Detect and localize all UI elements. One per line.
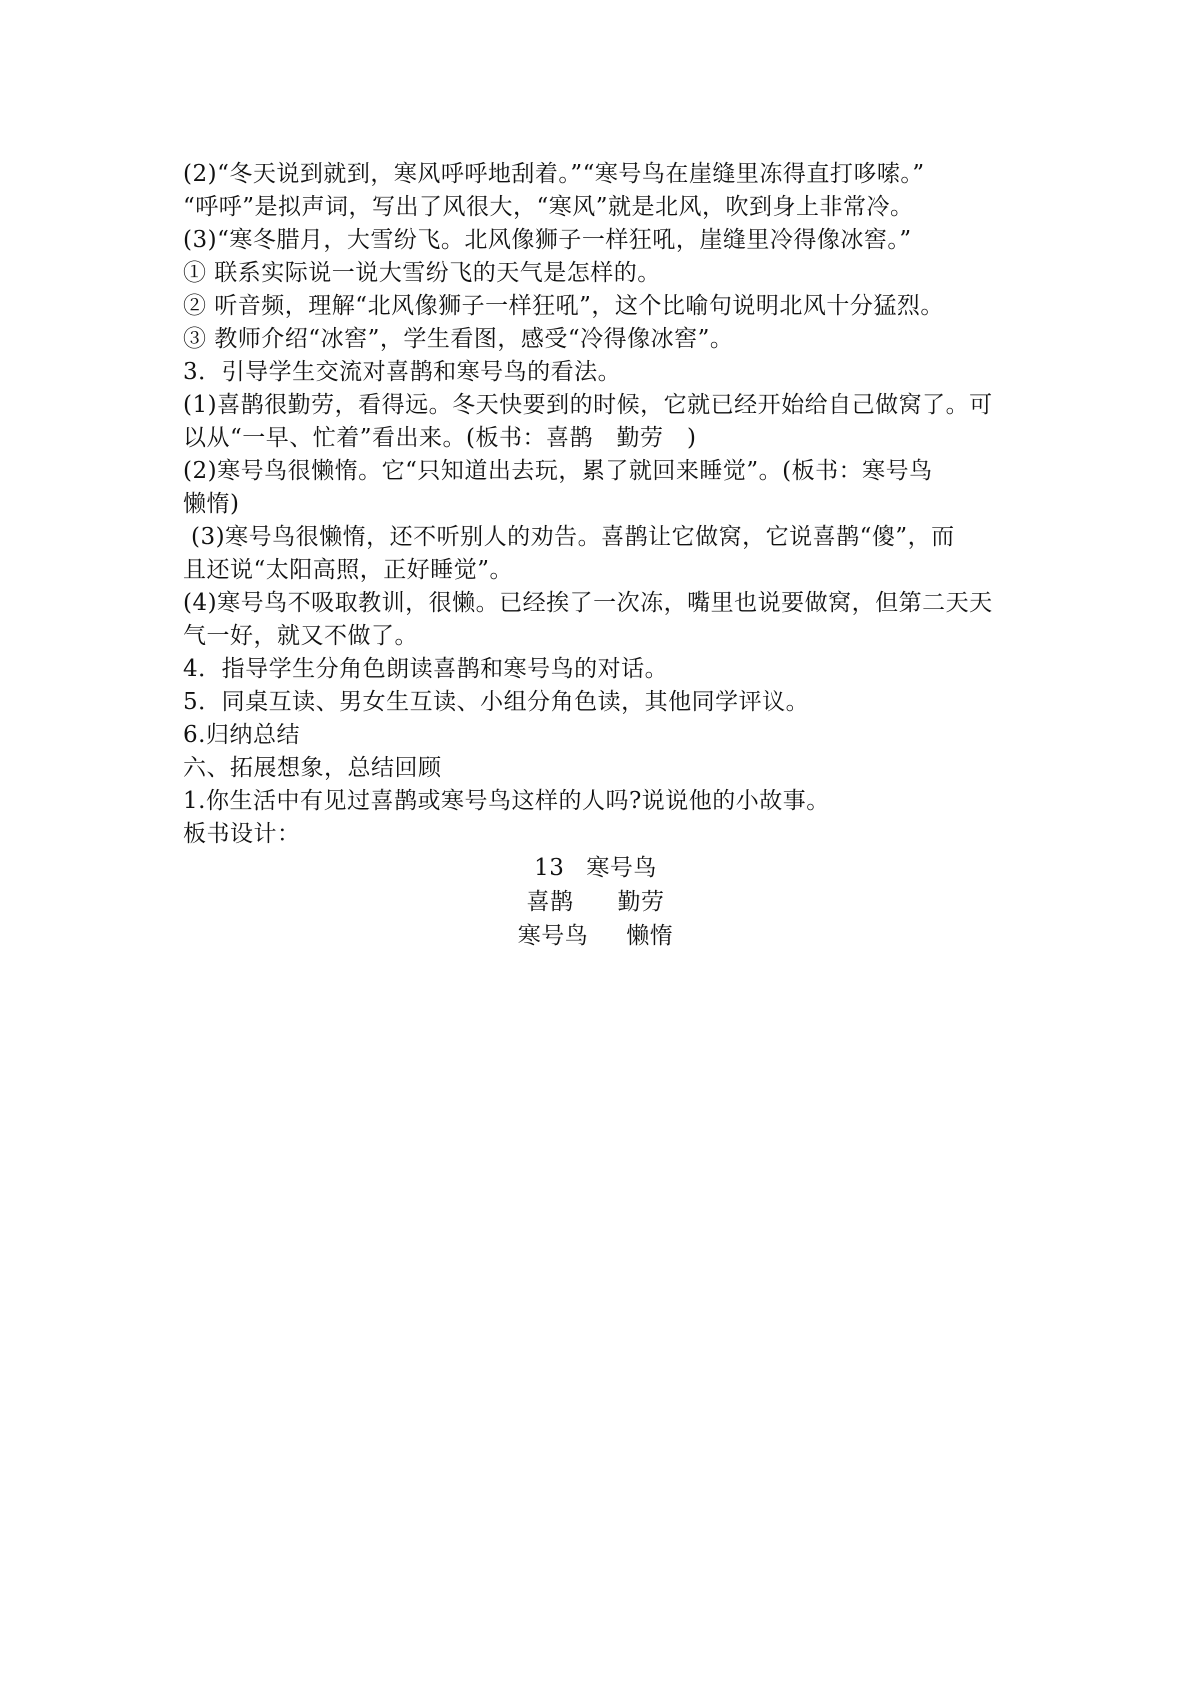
text-line: 懒惰)	[183, 491, 240, 517]
text-line: ① 联系实际说一说大雪纷飞的天气是怎样的。	[183, 260, 661, 286]
text-line: 1.你生活中有见过喜鹊或寒号鸟这样的人吗?说说他的小故事。	[183, 788, 830, 814]
text-line: ② 听音频，理解“北风像狮子一样狂吼”，这个比喻句说明北风十分猛烈。	[183, 293, 944, 319]
text-line: “呼呼”是拟声词，写出了风很大，“寒风”就是北风，吹到身上非常冷。	[183, 194, 914, 220]
board-magpie: 喜鹊	[526, 889, 574, 915]
text-line: 4．指导学生分角色朗读喜鹊和寒号鸟的对话。	[183, 656, 669, 682]
text-line: 气一好，就又不做了。	[183, 623, 418, 649]
text-line: ③ 教师介绍“冰窖”，学生看图，感受“冷得像冰窖”。	[183, 326, 734, 352]
board-title-row	[0, 851, 1191, 885]
board-hanhaoniao: 寒号鸟	[517, 923, 589, 949]
text-line: 6.归纳总结	[183, 722, 300, 748]
lesson-number: 13	[534, 855, 565, 881]
board-row-content	[527, 885, 665, 919]
text-line: 5．同桌互读、男女生互读、小组分角色读，其他同学评议。	[183, 689, 810, 715]
board-lazy: 懒惰	[626, 923, 674, 949]
text-line: (4)寒号鸟不吸取教训，很懒。已经挨了一次冻，嘴里也说要做窝，但第二天天	[183, 590, 993, 616]
text-line: 且还说“太阳高照，正好睡觉”。	[183, 557, 514, 583]
blackboard-design	[0, 851, 1191, 953]
lesson-title: 寒号鸟	[586, 855, 657, 881]
text-line: (2)“冬天说到就到，寒风呼呼地刮着。”“寒号鸟在崖缝里冻得直打哆嗦。”	[183, 161, 925, 187]
board-title	[534, 851, 657, 885]
board-diligent: 勤劳	[617, 889, 665, 915]
board-row-hanhaoniao	[0, 919, 1191, 953]
document-body	[183, 158, 1013, 851]
text-line: 以从“一早、忙着”看出来。(板书：喜鹊 勤劳 )	[183, 425, 697, 451]
text-line: (2)寒号鸟很懒惰。它“只知道出去玩，累了就回来睡觉”。(板书：寒号鸟	[183, 458, 933, 484]
board-row-content	[518, 919, 674, 953]
text-line: 3．引导学生交流对喜鹊和寒号鸟的看法。	[183, 359, 622, 385]
text-line: (1)喜鹊很勤劳，看得远。冬天快要到的时候，它就已经开始给自己做窝了。可	[183, 392, 993, 418]
board-row-magpie	[0, 885, 1191, 919]
text-line: 板书设计：	[183, 821, 301, 847]
text-line: (3)“寒冬腊月，大雪纷飞。北风像狮子一样狂吼，崖缝里冷得像冰窖。”	[183, 227, 912, 253]
text-line: 六、拓展想象，总结回顾	[183, 755, 442, 781]
text-line: (3)寒号鸟很懒惰，还不听别人的劝告。喜鹊让它做窝，它说喜鹊“傻”，而	[191, 524, 955, 550]
